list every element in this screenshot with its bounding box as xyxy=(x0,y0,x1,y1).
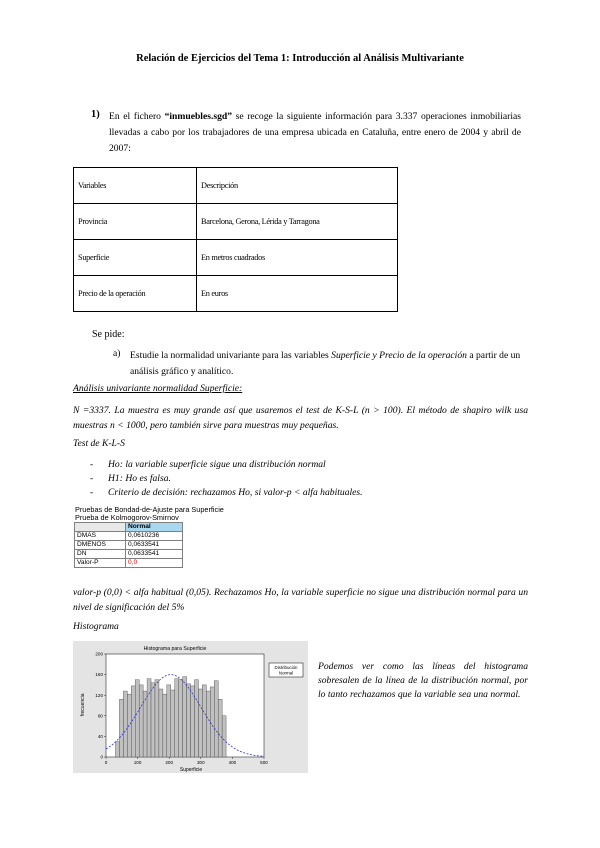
x-tick-label: 300 xyxy=(196,760,205,765)
ks-subtitle: Prueba de Kolmogorov-Smirnov xyxy=(75,513,179,522)
table-row xyxy=(75,550,183,559)
histogram-heading: Histograma xyxy=(73,621,119,632)
ks-label: DMENOS xyxy=(75,541,126,550)
histogram-bar xyxy=(183,677,187,757)
table-cell: En metros cuadrados xyxy=(197,240,398,276)
list-item: - H1: Ho es falsa. xyxy=(90,473,171,484)
table-cell: En euros xyxy=(197,276,398,312)
ks-header-cell: Normal xyxy=(126,523,183,532)
histogram-bar xyxy=(171,690,175,757)
table-row xyxy=(75,559,183,568)
item-a-label: a) xyxy=(113,348,121,359)
conclusion-paragraph: Podemos ver como las líneas del histograma sobresalen de la línea de la distribución normal, por lo tanto rechazamos que la variable sea una normal. xyxy=(318,661,528,700)
x-tick-label: 0 xyxy=(104,760,108,765)
histogram-chart xyxy=(73,641,308,773)
question-text: En el fichero “inmuebles.sgd” se recoge la siguiente información para 3.337 operaciones inmobiliarias llevadas a cabo por los trabajadores de una empresa ubicada en Cataluña, entre enero de 2004 y abril de 2007: xyxy=(109,111,521,154)
test-heading: Test de K-L-S xyxy=(73,438,125,449)
x-tick-label: 100 xyxy=(133,760,142,765)
histogram-bar xyxy=(222,716,226,757)
table-header-row xyxy=(74,168,398,204)
ks-label: DN xyxy=(75,550,126,559)
histogram-bar xyxy=(139,685,143,757)
ks-label: DMAS xyxy=(75,532,126,541)
histogram-bar xyxy=(155,680,159,757)
table-row xyxy=(74,240,398,276)
list-item: - Criterio de decisión: rechazamos Ho, si valor-p < alfa habituales. xyxy=(90,487,363,498)
histogram-bar xyxy=(202,685,206,757)
histogram-bar xyxy=(198,689,202,757)
y-tick-label: 40 xyxy=(97,734,103,739)
histogram-bar xyxy=(167,685,171,757)
y-tick-label: 0 xyxy=(100,754,103,760)
ks-corner-cell xyxy=(75,523,126,532)
y-axis-label: frecuencia xyxy=(80,693,86,717)
table-cell: Precio de la operación xyxy=(74,276,197,312)
histogram-bar xyxy=(194,680,198,757)
table-row xyxy=(75,541,183,550)
analysis-heading: Análisis univariante normalidad Superficie: xyxy=(73,383,243,394)
question-number: 1) xyxy=(91,109,100,120)
ks-table xyxy=(74,522,183,568)
histogram-bar xyxy=(131,686,135,757)
y-tick-label: 160 xyxy=(95,672,103,678)
x-tick-label: 400 xyxy=(228,760,237,765)
list-item: - Ho: la variable superficie sigue una distribución normal xyxy=(90,459,326,470)
page-title: Relación de Ejercicios del Tema 1: Introducción al Análisis Multivariante xyxy=(136,53,464,64)
histogram-svg xyxy=(73,641,308,773)
n-paragraph: N =3337. La muestra es muy grande así que usaremos el test de K-S-L (n > 100). El método de shapiro wilk usa muestras n < 1000, pero también sirve para muestras muy pequeñas. xyxy=(73,405,528,431)
table-row xyxy=(74,276,398,312)
histogram-bar xyxy=(175,679,179,757)
x-tick-label: 200 xyxy=(165,760,174,765)
variables-table xyxy=(73,167,398,312)
histogram-bar xyxy=(115,742,119,757)
chart-title: Histograma para Superficie xyxy=(143,646,207,652)
histogram-bar xyxy=(119,699,123,757)
ks-value: 0,0633541 xyxy=(126,550,183,559)
legend-entry: Distribución xyxy=(274,665,298,670)
histogram-bar xyxy=(123,691,127,757)
table-row xyxy=(74,204,398,240)
x-tick-label: 500 xyxy=(260,760,268,765)
ks-value: 0,0633541 xyxy=(126,541,183,550)
se-pide: Se pide: xyxy=(92,329,125,340)
table-header-cell: Descripción xyxy=(197,168,398,204)
histogram-bar xyxy=(191,686,195,757)
legend-entry: Normal xyxy=(278,670,294,676)
histogram-bar xyxy=(179,680,183,757)
table-row xyxy=(75,532,183,541)
histogram-bar xyxy=(147,679,151,757)
valor-paragraph: valor-p (0,0) < alfa habitual (0,05). Rechazamos Ho, la variable superficie no sigue una distribución normal para un nivel de significación del 5% xyxy=(73,587,528,613)
histogram-bar xyxy=(214,681,218,757)
table-cell: Superficie xyxy=(74,240,197,276)
histogram-bar xyxy=(218,699,222,757)
item-a-text: Estudie la normalidad univariante para las variables Superficie y Precio de la operación a partir de un análisis gráfico y analítico. xyxy=(130,350,521,377)
ks-value: 0,0610236 xyxy=(126,532,183,541)
ks-pvalue: 0,0 xyxy=(126,559,183,568)
histogram-bar xyxy=(159,689,163,757)
x-axis-label: Superficie xyxy=(179,767,203,773)
histogram-bar xyxy=(151,683,155,757)
y-tick-label: 80 xyxy=(97,713,103,719)
histogram-bar xyxy=(206,691,210,757)
ks-title: Pruebas de Bondad-de-Ajuste para Superficie xyxy=(75,505,224,514)
y-tick-label: 200 xyxy=(95,651,103,657)
histogram-bar xyxy=(210,687,214,757)
ks-label: Valor-P xyxy=(75,559,126,568)
hypothesis-list xyxy=(90,458,363,500)
table-cell: Barcelona, Gerona, Lérida y Tarragona xyxy=(197,204,398,240)
histogram-bar xyxy=(163,694,167,757)
histogram-bar xyxy=(135,680,139,757)
table-header-cell: Variables xyxy=(74,168,197,204)
table-cell: Provincia xyxy=(74,204,197,240)
histogram-bar xyxy=(187,684,191,757)
y-tick-label: 120 xyxy=(95,692,103,698)
file-name: “inmuebles.sgd” xyxy=(164,111,232,122)
histogram-bar xyxy=(143,691,147,757)
